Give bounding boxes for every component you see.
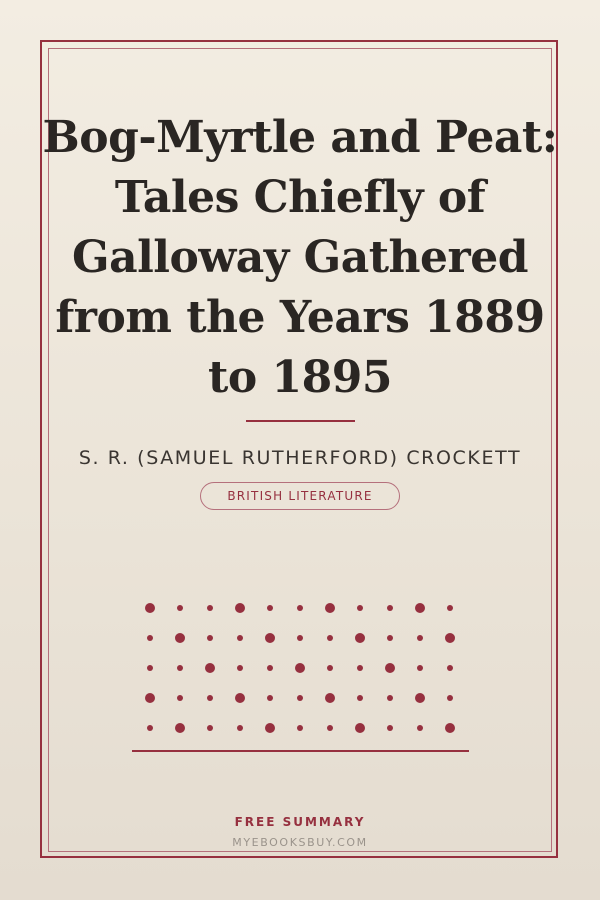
decorative-dot	[415, 693, 425, 703]
book-title: Bog-Myrtle and Peat: Tales Chiefly of Galloway Gathered from the Years 1889 to 1895	[42, 112, 558, 403]
decorative-dot	[387, 695, 393, 701]
decorative-dot	[147, 635, 153, 641]
decorative-dot	[237, 665, 243, 671]
decorative-dot	[175, 633, 185, 643]
decorative-dot	[207, 725, 213, 731]
decorative-dot	[177, 605, 183, 611]
decorative-dot	[327, 725, 333, 731]
decorative-dot	[325, 603, 335, 613]
decorative-dot	[387, 725, 393, 731]
decorative-dot	[327, 635, 333, 641]
decorative-dot	[147, 725, 153, 731]
decorative-dot	[355, 633, 365, 643]
decorative-dot	[295, 663, 305, 673]
decorative-dot	[445, 723, 455, 733]
decorative-dot	[297, 695, 303, 701]
bottom-divider	[132, 750, 469, 752]
decorative-dot	[207, 605, 213, 611]
decorative-dot	[237, 725, 243, 731]
decorative-dot	[297, 635, 303, 641]
category-badge: BRITISH LITERATURE	[200, 482, 400, 510]
decorative-dot	[447, 695, 453, 701]
decorative-dot	[297, 605, 303, 611]
decorative-dot	[175, 723, 185, 733]
decorative-dot	[207, 635, 213, 641]
decorative-dot	[357, 695, 363, 701]
decorative-dot	[235, 603, 245, 613]
decorative-dot	[357, 665, 363, 671]
decorative-dot	[447, 605, 453, 611]
decorative-dot	[385, 663, 395, 673]
decorative-dot	[205, 663, 215, 673]
decorative-dot	[417, 665, 423, 671]
decorative-dot	[147, 665, 153, 671]
decorative-dot	[355, 723, 365, 733]
decorative-dot	[387, 635, 393, 641]
website-name: MYEBOOKSBUY.COM	[232, 836, 368, 849]
decorative-dot	[265, 723, 275, 733]
free-summary-label: FREE SUMMARY	[234, 815, 366, 829]
decorative-dot	[387, 605, 393, 611]
decorative-dot	[177, 665, 183, 671]
decorative-dot	[325, 693, 335, 703]
decorative-dot	[417, 725, 423, 731]
decorative-dot	[207, 695, 213, 701]
decorative-dot	[267, 665, 273, 671]
decorative-dot	[177, 695, 183, 701]
book-author: S. R. (SAMUEL RUTHERFORD) CROCKETT	[78, 447, 522, 469]
decorative-dot	[357, 605, 363, 611]
decorative-dot	[297, 725, 303, 731]
decorative-dot	[267, 605, 273, 611]
decorative-dot	[145, 603, 155, 613]
decorative-dot	[265, 633, 275, 643]
decorative-dot	[415, 603, 425, 613]
decorative-dot	[235, 693, 245, 703]
decorative-dot	[237, 635, 243, 641]
decorative-dot	[447, 665, 453, 671]
decorative-dot	[445, 633, 455, 643]
decorative-dot	[145, 693, 155, 703]
decorative-dot	[417, 635, 423, 641]
decorative-dot	[327, 665, 333, 671]
decorative-dot	[267, 695, 273, 701]
